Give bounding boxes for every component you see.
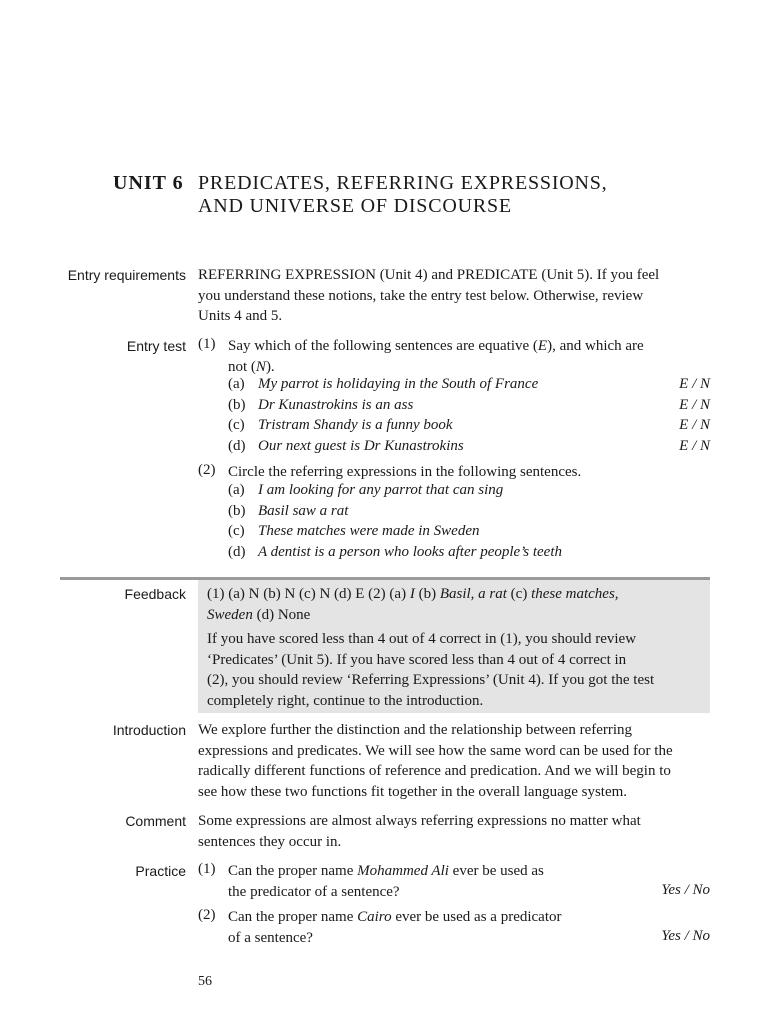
text-segment: Can the proper name — [228, 863, 358, 879]
equative-choice[interactable]: E / N — [679, 376, 710, 392]
text-segment: Basil, a rat — [439, 586, 507, 602]
entry-test-label: Entry test — [126, 338, 186, 354]
text-segment: not ( — [228, 358, 256, 375]
text-segment: (1) (a) N (b) N (c) N (d) E (2) (a) — [207, 586, 410, 602]
comment-label: Comment — [125, 813, 186, 829]
sentence-item: My parrot is holidaying in the South of France — [258, 376, 539, 392]
practice-q2-text — [228, 907, 648, 948]
option-label: (b) — [228, 397, 246, 413]
sentence-item: Dr Kunastrokins is an ass — [258, 397, 414, 413]
option-label: (c) — [228, 523, 245, 539]
text-segment: ), and which are — [547, 338, 644, 354]
entry-requirements-line: you understand these notions, take the entry test below. Otherwise, review — [198, 287, 644, 304]
yes-no-choice[interactable]: Yes / No — [661, 928, 710, 944]
text-segment: (b) — [414, 586, 440, 602]
equative-choice[interactable]: E / N — [679, 397, 710, 413]
unit-title-line2: AND UNIVERSE OF DISCOURSE — [198, 195, 512, 217]
entry-requirements-line: REFERRING EXPRESSION (Unit 4) and PREDICATE (Unit 5). If you feel — [198, 267, 660, 283]
feedback-line: If you have scored less than 4 out of 4 correct in (1), you should review — [207, 631, 637, 647]
practice-q1-text — [228, 861, 648, 902]
question-number: (1) — [198, 861, 216, 877]
introduction-text — [198, 720, 710, 802]
feedback-line: (2), you should review ‘Referring Expressions’ (Unit 4). If you got the test — [207, 672, 655, 688]
comment-text — [198, 811, 710, 852]
equative-choice[interactable]: E / N — [679, 417, 710, 433]
entry-test-q1-text — [228, 336, 710, 377]
text-segment: I — [409, 586, 415, 602]
text-segment: E — [537, 338, 548, 354]
introduction-line: see how these two functions fit together in the overall language system. — [198, 783, 628, 800]
sentence-item: Basil saw a rat — [258, 503, 349, 519]
introduction-line: radically different functions of reference and predication. And we will begin to — [198, 763, 671, 779]
introduction-label: Introduction — [112, 722, 186, 738]
entry-requirements-label: Entry requirements — [67, 267, 186, 283]
option-label: (d) — [228, 438, 246, 454]
text-segment: Say which of the following sentences are equative ( — [228, 338, 538, 354]
entry-test-q2-text: Circle the referring expressions in the following sentences. — [228, 464, 582, 480]
sentence-item: I am looking for any parrot that can sing — [258, 482, 504, 498]
option-label: (c) — [228, 417, 245, 433]
sentence-item: Our next guest is Dr Kunastrokins — [258, 438, 464, 454]
page-number: 56 — [198, 974, 212, 989]
feedback-answers — [207, 584, 702, 625]
feedback-advice — [207, 629, 702, 711]
question-number: (2) — [198, 907, 216, 923]
unit-title-line1: PREDICATES, REFERRING EXPRESSIONS, — [198, 172, 608, 194]
comment-line: sentences they occur in. — [198, 833, 342, 850]
text-segment: N — [255, 358, 266, 375]
sentence-item: These matches were made in Sweden — [258, 523, 480, 539]
option-label: (b) — [228, 503, 246, 519]
option-label: (a) — [228, 376, 245, 392]
text-segment: Mohammed Ali — [357, 863, 449, 879]
question-number: (1) — [198, 336, 216, 352]
text-segment: Sweden — [207, 606, 253, 623]
option-label: (a) — [228, 482, 245, 498]
text-segment: Can the proper name — [228, 909, 358, 925]
introduction-line: We explore further the distinction and the relationship between referring — [198, 722, 633, 738]
sentence-item: Tristram Shandy is a funny book — [258, 417, 453, 433]
text-segment: ever be used as — [448, 863, 544, 879]
text-segment: Cairo — [357, 909, 392, 925]
entry-requirements-line: Units 4 and 5. — [198, 308, 283, 324]
question-number: (2) — [198, 462, 216, 478]
text-segment: ). — [265, 358, 275, 375]
text-segment: of a sentence? — [228, 929, 313, 946]
feedback-label: Feedback — [124, 586, 186, 602]
unit-label: UNIT 6 — [113, 172, 184, 194]
text-segment: ever be used as a predicator — [391, 909, 562, 925]
feedback-line: ‘Predicates’ (Unit 5). If you have scored less than 4 out of 4 correct in — [207, 651, 627, 668]
option-label: (d) — [228, 544, 246, 560]
yes-no-choice[interactable]: Yes / No — [661, 882, 710, 898]
practice-label: Practice — [135, 863, 186, 879]
sentence-item: A dentist is a person who looks after people’s teeth — [258, 544, 563, 560]
unit-title — [198, 172, 608, 218]
introduction-line: expressions and predicates. We will see how the same word can be used for the — [198, 742, 673, 759]
text-segment: (d) None — [252, 606, 311, 623]
text-segment: (c) — [506, 586, 532, 602]
text-segment: these matches, — [531, 586, 619, 602]
comment-line: Some expressions are almost always referring expressions no matter what — [198, 813, 641, 829]
text-segment: the predicator of a sentence? — [228, 883, 400, 900]
entry-requirements-text — [198, 265, 710, 327]
equative-choice[interactable]: E / N — [679, 438, 710, 454]
feedback-line: completely right, continue to the introduction. — [207, 692, 484, 709]
